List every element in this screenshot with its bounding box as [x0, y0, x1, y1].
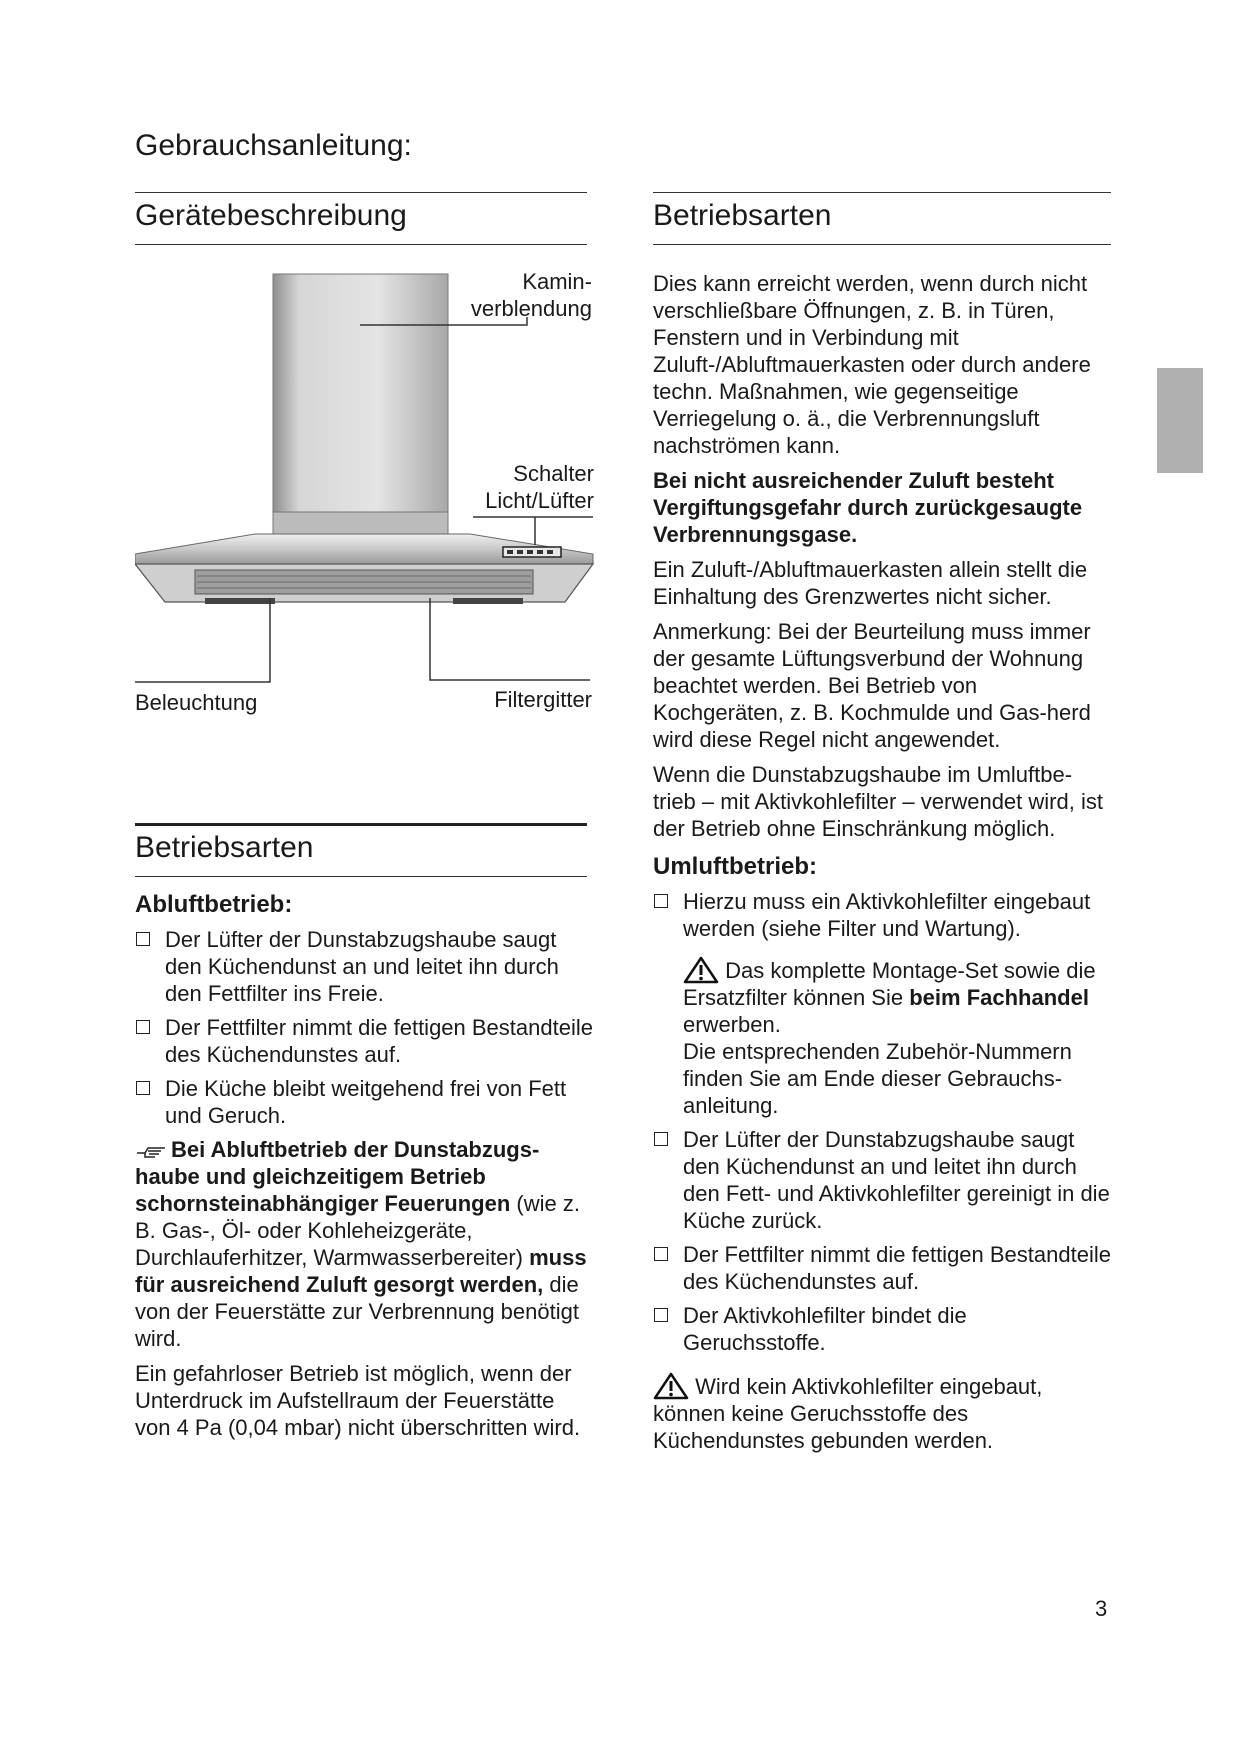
abluft-note: Bei Abluftbetrieb der Dunstabzugs-haube und gleichzeitigem Betrieb schornsteinabhängiger Feuerungen (wie z. B. Gas-, Öl- oder Kohleheizgeräte, Durchlauferhitzer, Warmwasserbereiter) muss für ausreichend Zuluft gesorgt werden, die von der Feuerstätte zur Verbrennung benötigt wird.	[135, 1137, 587, 1351]
checkbox-icon	[136, 932, 150, 946]
abluft-section	[135, 890, 595, 1449]
abluft-bullet-2: Der Fettfilter nimmt die fettigen Bestandteile des Küchendunstes auf.	[135, 1014, 595, 1068]
modes-heading-left: Betriebsarten	[135, 831, 314, 864]
label-kamin-line2: verblendung	[470, 296, 592, 321]
safe-operation-paragraph: Ein gefahrloser Betrieb ist möglich, wenn der Unterdruck im Aufstellraum der Feuerstätte von 4 Pa (0,04 mbar) nicht überschritten wird.	[135, 1361, 581, 1440]
paragraph-wall-box: Ein Zuluft-/Abluftmauerkasten allein stellt die Einhaltung des Grenzwertes nicht sicher.	[653, 557, 1088, 609]
umluft-bullet-4: Der Aktivkohlefilter bindet die Geruchsstoffe.	[653, 1302, 1113, 1356]
checkbox-icon	[654, 1132, 668, 1146]
section-tab-marker	[1157, 368, 1203, 473]
rule-right-bottom	[653, 244, 1111, 245]
rule-device-top	[135, 192, 587, 193]
paragraph-remark: Anmerkung: Bei der Beurteilung muss immer der gesamte Lüftungsverbund der Wohnung beachtet werden. Bei Betrieb von Kochgeräten, z. B. Kochmulde und Gas-herd wird diese Regel nicht angewendet.	[653, 619, 1091, 752]
rule-right-top	[653, 192, 1111, 193]
rule-modes-top	[135, 823, 587, 826]
umluft-bullet-1: Hierzu muss ein Aktivkohlefilter eingebaut werden (siehe Filter und Wartung).	[653, 888, 1113, 942]
checkbox-icon	[654, 1247, 668, 1261]
label-schalter-line1: Schalter	[513, 461, 594, 486]
warning-poisoning: Bei nicht ausreichender Zuluft besteht Vergiftungsgefahr durch zurückgesaugte Verbrennungsgase.	[653, 468, 1083, 547]
abluft-bullet-3: Die Küche bleibt weitgehend frei von Fett und Geruch.	[135, 1075, 595, 1129]
umluft-heading: Umluftbetrieb:	[653, 853, 817, 880]
warning-icon	[653, 1372, 689, 1400]
umluft-bullet-3: Der Fettfilter nimmt die fettigen Bestandteile des Küchendunstes auf.	[653, 1241, 1113, 1295]
page-number: 3	[1095, 1596, 1108, 1621]
warning-icon	[683, 956, 719, 984]
right-column-content	[653, 270, 1113, 1462]
page-title: Gebrauchsanleitung:	[135, 129, 412, 162]
paragraph-recirculation: Wenn die Dunstabzugshaube im Umluftbe-trieb – mit Aktivkohlefilter – verwendet wird, ist der Betrieb ohne Einschränkung möglich.	[653, 762, 1103, 841]
label-schalter-line2: Licht/Lüfter	[485, 488, 594, 513]
label-kamin-line1: Kamin-	[522, 269, 592, 294]
paragraph-openings: Dies kann erreicht werden, wenn durch nicht verschließbare Öffnungen, z. B. in Türen, Fenstern und in Verbindung mit Zuluft-/Abluftmauerkasten oder durch andere techn. Maßnahmen, wie gegenseitige Verriegelung o. ä., die Verbrennungsluft nachströmen kann.	[653, 271, 1091, 458]
abluft-bullet-1: Der Lüfter der Dunstabzugshaube saugt den Küchendunst an und leitet ihn durch den Fettfilter ins Freie.	[135, 926, 595, 1007]
device-heading: Gerätebeschreibung	[135, 199, 407, 232]
rule-device-bottom	[135, 244, 587, 245]
final-warning: Wird kein Aktivkohlefilter eingebaut, können keine Geruchsstoffe des Küchendunstes gebunden werden.	[653, 1374, 1043, 1453]
modes-heading-right: Betriebsarten	[653, 199, 832, 232]
rule-modes-bottom	[135, 876, 587, 877]
checkbox-icon	[136, 1081, 150, 1095]
checkbox-icon	[654, 1308, 668, 1322]
pointing-hand-icon	[135, 1140, 171, 1160]
checkbox-icon	[136, 1020, 150, 1034]
lighting	[205, 598, 275, 604]
umluft-bullet-2: Der Lüfter der Dunstabzugshaube saugt den Küchendunst an und leitet ihn durch den Fett- und Aktivkohlefilter gereinigt in die Küche zurück.	[653, 1126, 1113, 1234]
label-filtergitter: Filtergitter	[494, 687, 592, 712]
chimney-cover	[273, 274, 448, 534]
montage-set-note: Das komplette Montage-Set sowie die Ersatzfilter können Sie beim Fachhandel erwerben. Die entsprechenden Zubehör-Nummern finden Sie am Ende dieser Gebrauchs-anleitung.	[683, 958, 1096, 1118]
label-beleuchtung: Beleuchtung	[135, 690, 258, 715]
checkbox-icon	[654, 894, 668, 908]
abluft-heading: Abluftbetrieb:	[135, 891, 293, 918]
